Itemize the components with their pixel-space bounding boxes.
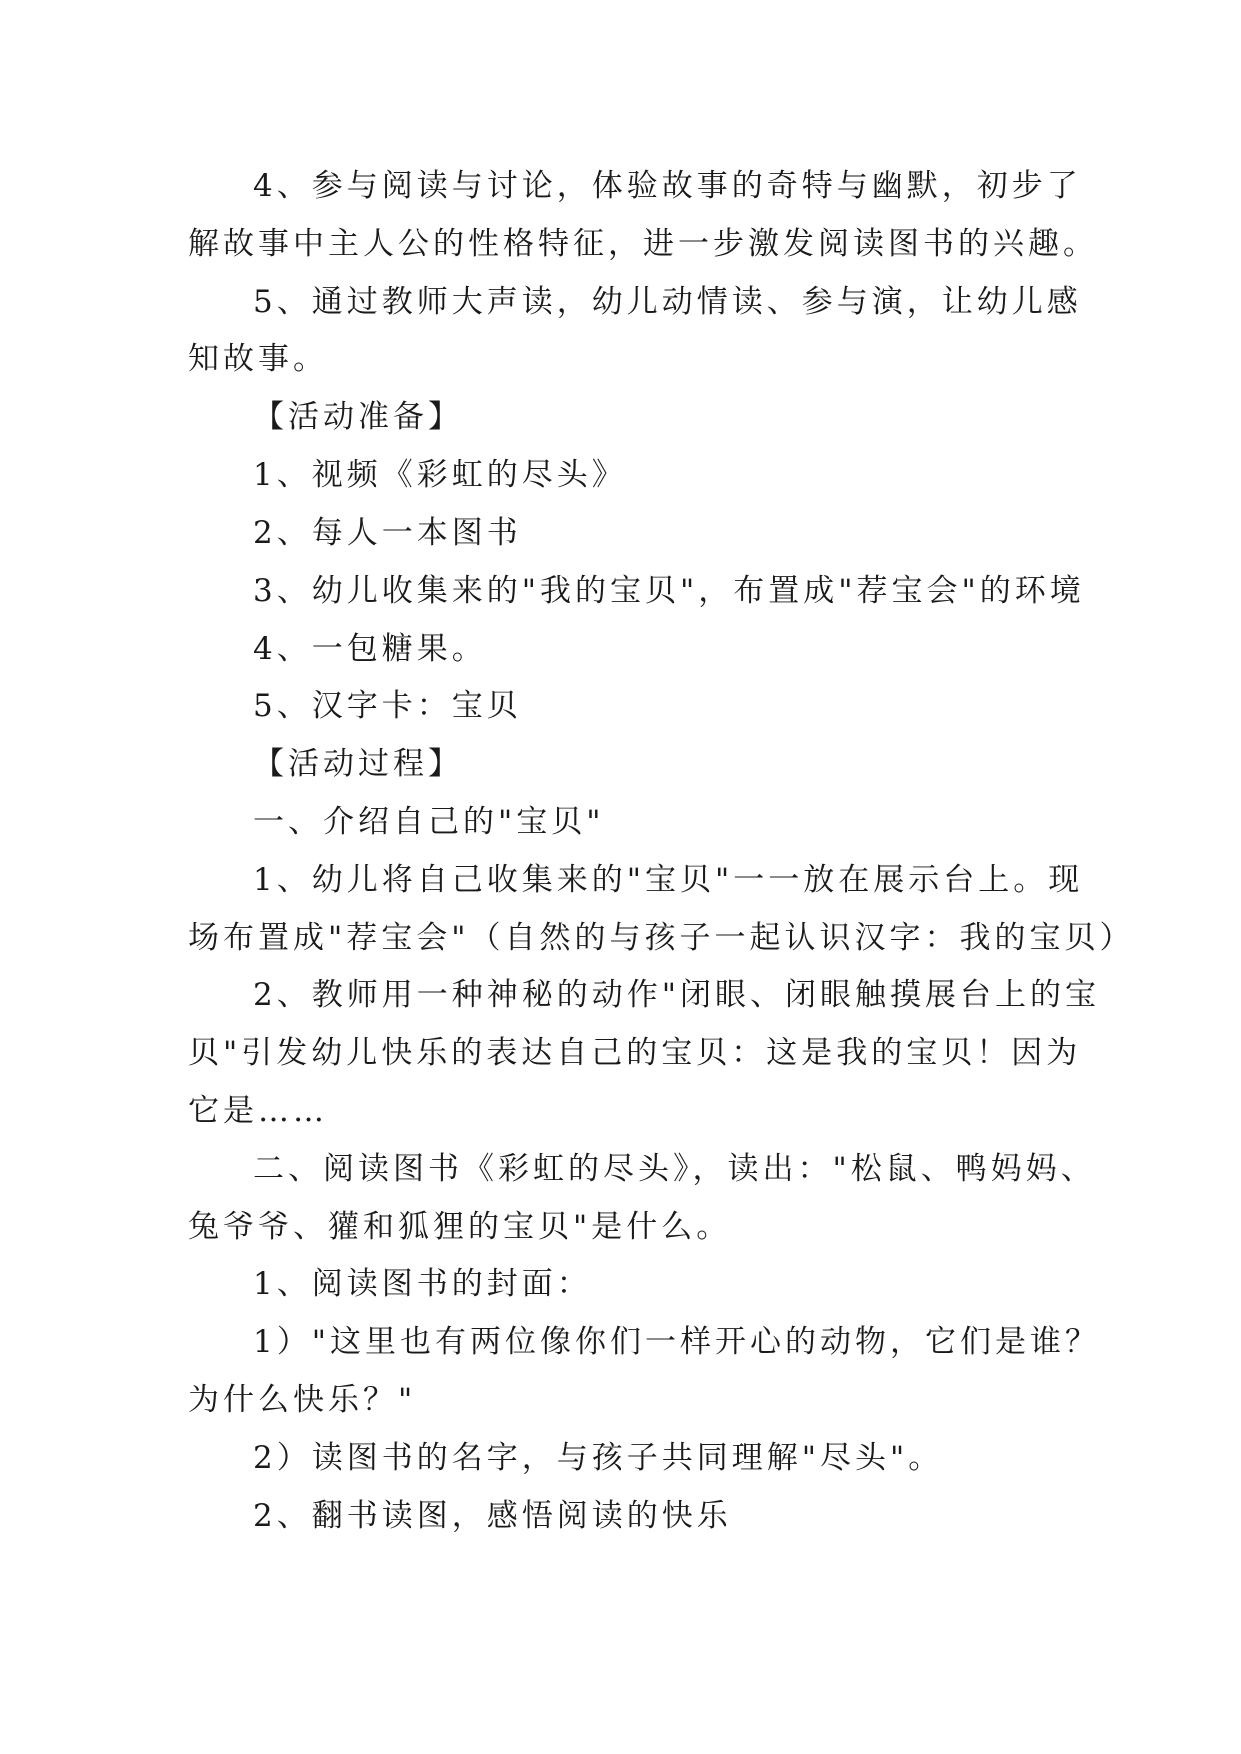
text-line: 场布置成"荐宝会"（自然的与孩子一起认识汉字：我的宝贝） xyxy=(188,920,1135,956)
section-heading-preparation: 【活动准备】 xyxy=(253,399,463,435)
text-line: 2、教师用一种神秘的动作"闭眼、闭眼触摸展台上的宝 xyxy=(253,977,1100,1013)
text-line: 4、参与阅读与讨论，体验故事的奇特与幽默，初步了 xyxy=(253,168,1082,204)
text-line: 2）读图书的名字，与孩子共同理解"尽头"。 xyxy=(253,1440,944,1476)
text-line: 5、汉字卡：宝贝 xyxy=(253,688,522,724)
text-line: 一、介绍自己的"宝贝" xyxy=(253,804,605,840)
text-line: 1）"这里也有两位像你们一样开心的动物，它们是谁？ xyxy=(253,1324,1100,1360)
text-line: 2、每人一本图书 xyxy=(253,515,522,551)
text-line: 5、通过教师大声读，幼儿动情读、参与演，让幼儿感 xyxy=(253,284,1082,320)
text-line: 贝"引发幼儿快乐的表达自己的宝贝：这是我的宝贝！因为 xyxy=(188,1035,1082,1071)
text-line: 兔爷爷、獾和狐狸的宝贝"是什么。 xyxy=(188,1209,732,1245)
text-line: 它是…… xyxy=(188,1093,328,1129)
text-line: 1、幼儿将自己收集来的"宝贝"一一放在展示台上。现 xyxy=(253,862,1084,898)
text-line: 4、一包糖果。 xyxy=(253,631,487,667)
text-line: 解故事中主人公的性格特征，进一步激发阅读图书的兴趣。 xyxy=(188,226,1098,262)
text-line: 1、阅读图书的封面： xyxy=(253,1266,592,1302)
section-heading-process: 【活动过程】 xyxy=(253,746,463,782)
text-line: 2、翻书读图，感悟阅读的快乐 xyxy=(253,1498,732,1534)
text-line: 1、视频《彩虹的尽头》 xyxy=(253,457,627,493)
text-line: 知故事。 xyxy=(188,341,328,377)
text-line: 3、幼儿收集来的"我的宝贝"，布置成"荐宝会"的环境 xyxy=(253,573,1085,609)
text-line: 二、阅读图书《彩虹的尽头》，读出："松鼠、鸭妈妈、 xyxy=(253,1151,1096,1187)
text-line: 为什么快乐？" xyxy=(188,1382,417,1418)
